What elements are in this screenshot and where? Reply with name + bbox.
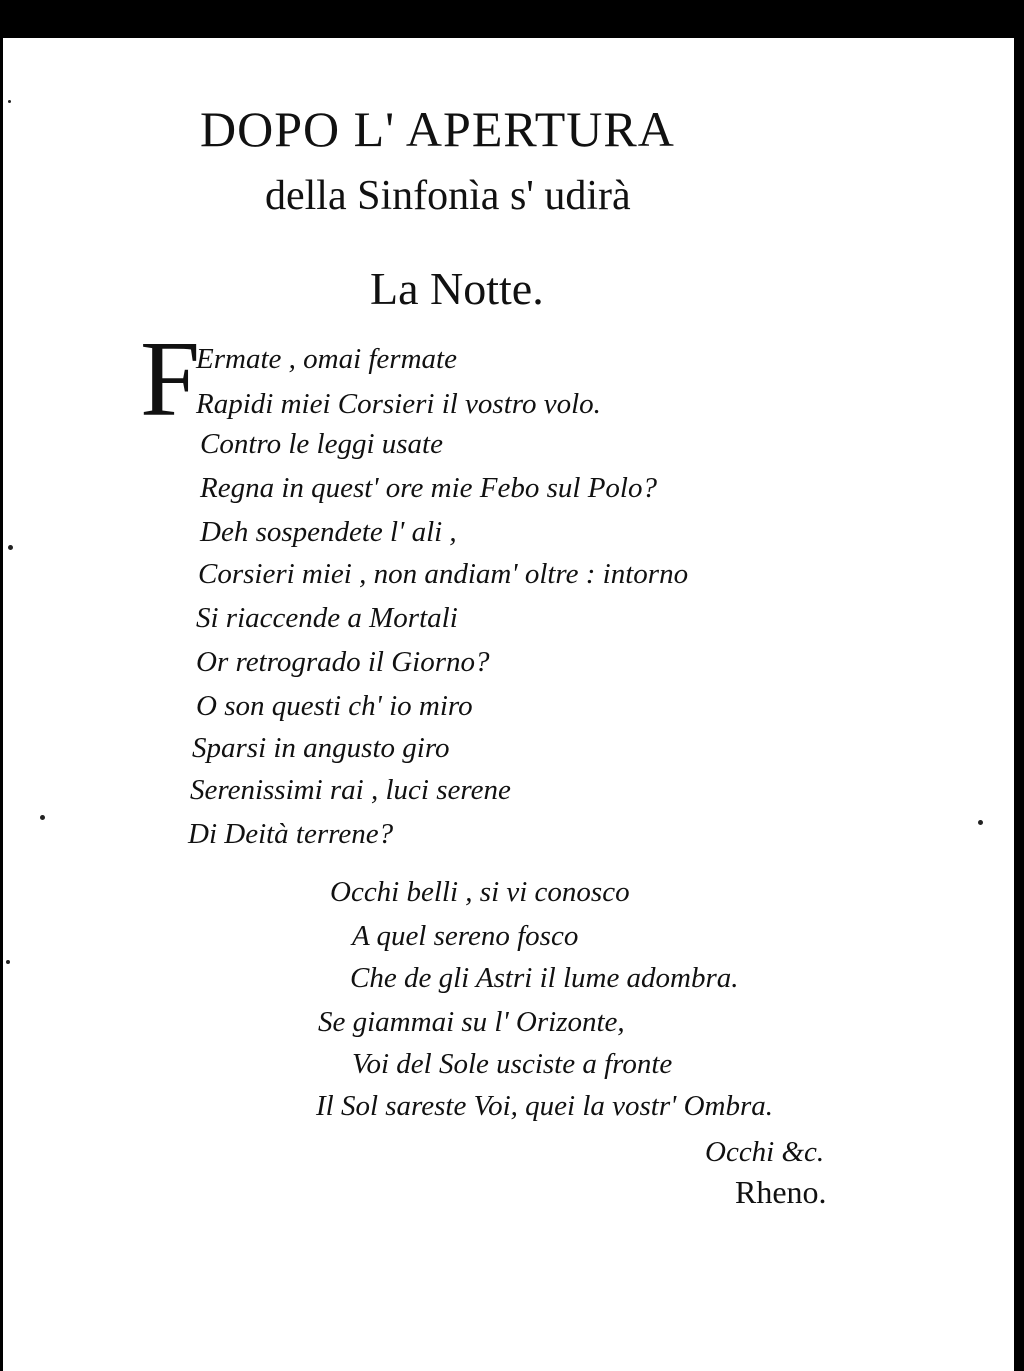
aria-line: Voi del Sole usciste a fronte (352, 1048, 673, 1080)
section-title: La Notte. (370, 263, 544, 314)
scan-border-right (1014, 0, 1024, 1371)
heading-line-1: DOPO L' APERTURA (200, 101, 675, 157)
recitative-line: Si riaccende a Mortali (196, 602, 458, 634)
recitative-line: Corsieri miei , non andiam' oltre : intorno (198, 558, 689, 590)
recitative-line: Serenissimi rai , luci serene (190, 774, 511, 806)
ink-speck (8, 545, 13, 550)
recitative-line: Sparsi in angusto giro (192, 732, 450, 764)
aria-line: Se giammai su l' Orizonte, (318, 1006, 625, 1038)
ink-speck (40, 815, 45, 820)
ink-speck (978, 820, 983, 825)
aria-line: Che de gli Astri il lume adombra. (350, 962, 739, 994)
drop-cap: F (140, 320, 201, 439)
scan-border-top (0, 0, 1024, 38)
recitative-line: Deh sospendete l' ali , (200, 516, 457, 548)
aria-line: Occhi belli , si vi conosco (330, 876, 630, 908)
recitative-line: Or retrogrado il Giorno? (196, 646, 490, 678)
recitative-line: Contro le leggi usate (200, 428, 443, 460)
aria-reference: Occhi &c. (705, 1136, 825, 1168)
speaker-name: Rheno. (735, 1174, 827, 1210)
recitative-line: O son questi ch' io miro (196, 690, 473, 722)
aria-line: Il Sol sareste Voi, quei la vostr' Ombra. (316, 1090, 774, 1122)
ink-speck (6, 960, 10, 964)
ink-speck (8, 100, 11, 103)
recitative-line: Regna in quest' ore mie Febo sul Polo? (200, 472, 657, 504)
scan-border-left (0, 0, 3, 1371)
aria-line: A quel sereno fosco (352, 920, 579, 952)
recitative-line: Di Deità terrene? (188, 818, 394, 850)
heading-line-2: della Sinfonìa s' udirà (265, 173, 631, 219)
recitative-line: Ermate , omai fermate (196, 343, 457, 375)
recitative-line: Rapidi miei Corsieri il vostro volo. (196, 388, 601, 420)
